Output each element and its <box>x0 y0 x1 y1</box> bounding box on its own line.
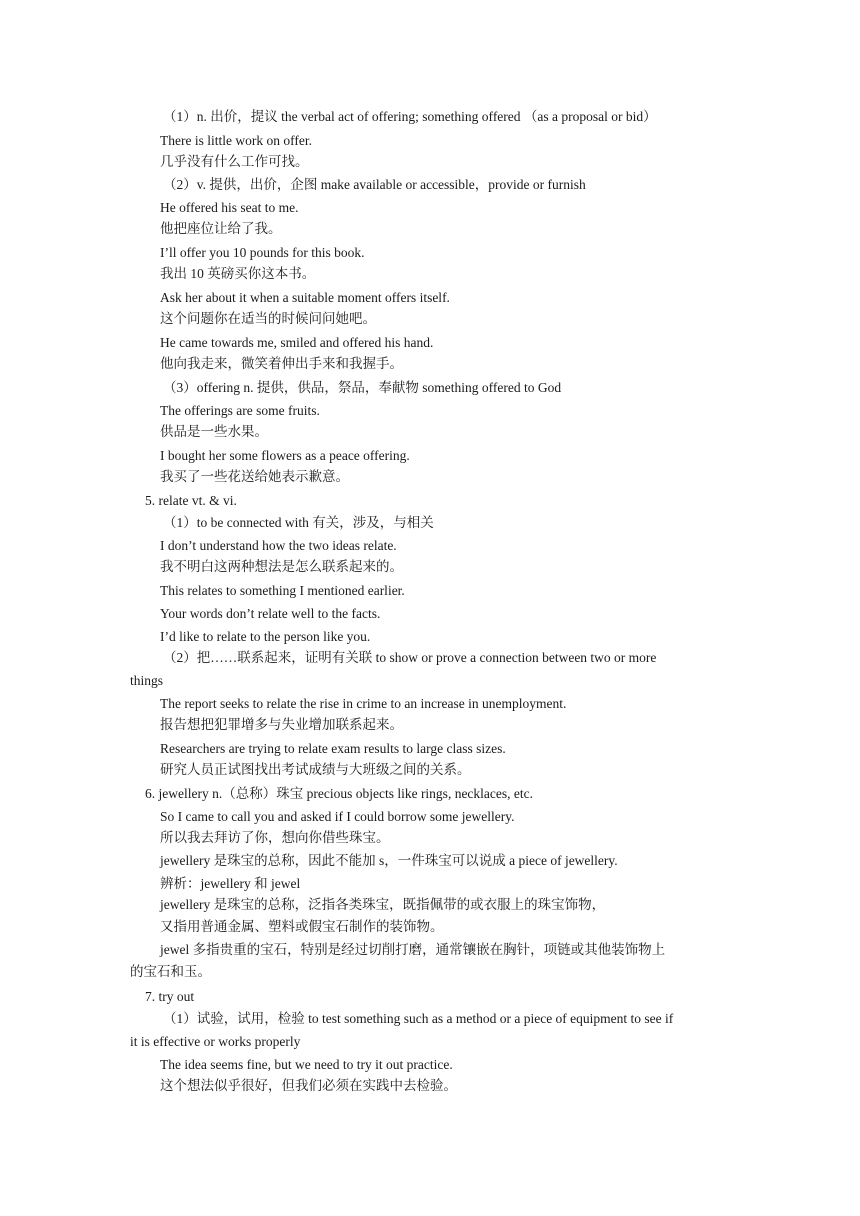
text-line: 辨析：jewellery 和 jewel <box>160 876 301 891</box>
text-line: jewellery 是珠宝的总称，因此不能加 s，一件珠宝可以说成 a piece of jewellery. <box>160 853 618 868</box>
text-line: 5. relate vt. & vi. <box>145 493 237 508</box>
text-line: He offered his seat to me. <box>160 200 299 215</box>
text-line: 这个想法似乎很好，但我们必须在实践中去检验。 <box>160 1078 457 1093</box>
text-line: （2）把……联系起来，证明有关联 to show or prove a connection between two or more <box>163 650 657 665</box>
text-line: I’ll offer you 10 pounds for this book. <box>160 245 365 260</box>
text-line: things <box>130 673 164 688</box>
text-line: （1）n. 出价，提议 the verbal act of offering; something offered （as a proposal or bid） <box>163 109 657 124</box>
text-line: The report seeks to relate the rise in crime to an increase in unemployment. <box>160 696 567 711</box>
text-line: （3）offering n. 提供，供品，祭品，奉献物 something offered to God <box>163 380 562 395</box>
text-line: 他把座位让给了我。 <box>160 221 282 236</box>
text-line: 的宝石和玉。 <box>130 964 211 979</box>
text-line: So I came to call you and asked if I could borrow some jewellery. <box>160 809 515 824</box>
text-line: 我买了一些花送给她表示歉意。 <box>160 469 349 484</box>
text-line: There is little work on offer. <box>160 133 312 148</box>
text-line: This relates to something I mentioned earlier. <box>160 583 405 598</box>
text-line: it is effective or works properly <box>130 1034 301 1049</box>
text-line: I bought her some flowers as a peace offering. <box>160 448 410 463</box>
text-line: The idea seems fine, but we need to try it out practice. <box>160 1057 453 1072</box>
text-line: 又指用普通金属、塑料或假宝石制作的装饰物。 <box>160 919 444 934</box>
text-line: （2）v. 提供，出价，企图 make available or accessible，provide or furnish <box>163 177 586 192</box>
text-line: Ask her about it when a suitable moment offers itself. <box>160 290 450 305</box>
text-line: （1）试验，试用，检验 to test something such as a method or a piece of equipment to see if <box>163 1011 674 1026</box>
text-line: 报告想把犯罪增多与失业增加联系起来。 <box>160 717 403 732</box>
text-line: He came towards me, smiled and offered his hand. <box>160 335 434 350</box>
text-line: The offerings are some fruits. <box>160 403 320 418</box>
text-line: 我不明白这两种想法是怎么联系起来的。 <box>160 559 403 574</box>
text-line: 几乎没有什么工作可找。 <box>160 154 309 169</box>
text-line: 研究人员正试图找出考试成绩与大班级之间的关系。 <box>160 762 471 777</box>
text-line: 我出 10 英磅买你这本书。 <box>160 266 316 281</box>
text-line: 他向我走来，微笑着伸出手来和我握手。 <box>160 356 403 371</box>
text-line: Researchers are trying to relate exam results to large class sizes. <box>160 741 506 756</box>
text-line: Your words don’t relate well to the facts. <box>160 606 381 621</box>
text-line: jewellery 是珠宝的总称，泛指各类珠宝，既指佩带的或衣服上的珠宝饰物， <box>160 897 606 912</box>
text-line: 6. jewellery n.（总称）珠宝 precious objects like rings, necklaces, etc. <box>145 786 534 801</box>
text-line: I don’t understand how the two ideas relate. <box>160 538 397 553</box>
text-line: 7. try out <box>145 989 195 1004</box>
text-line: （1）to be connected with 有关，涉及，与相关 <box>163 515 434 530</box>
text-line: 供品是一些水果。 <box>160 424 268 439</box>
text-line: 这个问题你在适当的时候问问她吧。 <box>160 311 376 326</box>
text-line: 所以我去拜访了你，想向你借些珠宝。 <box>160 830 390 845</box>
text-line: I’d like to relate to the person like you. <box>160 629 371 644</box>
text-line: jewel 多指贵重的宝石，特别是经过切削打磨，通常镶嵌在胸针，项链或其他装饰物上 <box>160 942 666 957</box>
